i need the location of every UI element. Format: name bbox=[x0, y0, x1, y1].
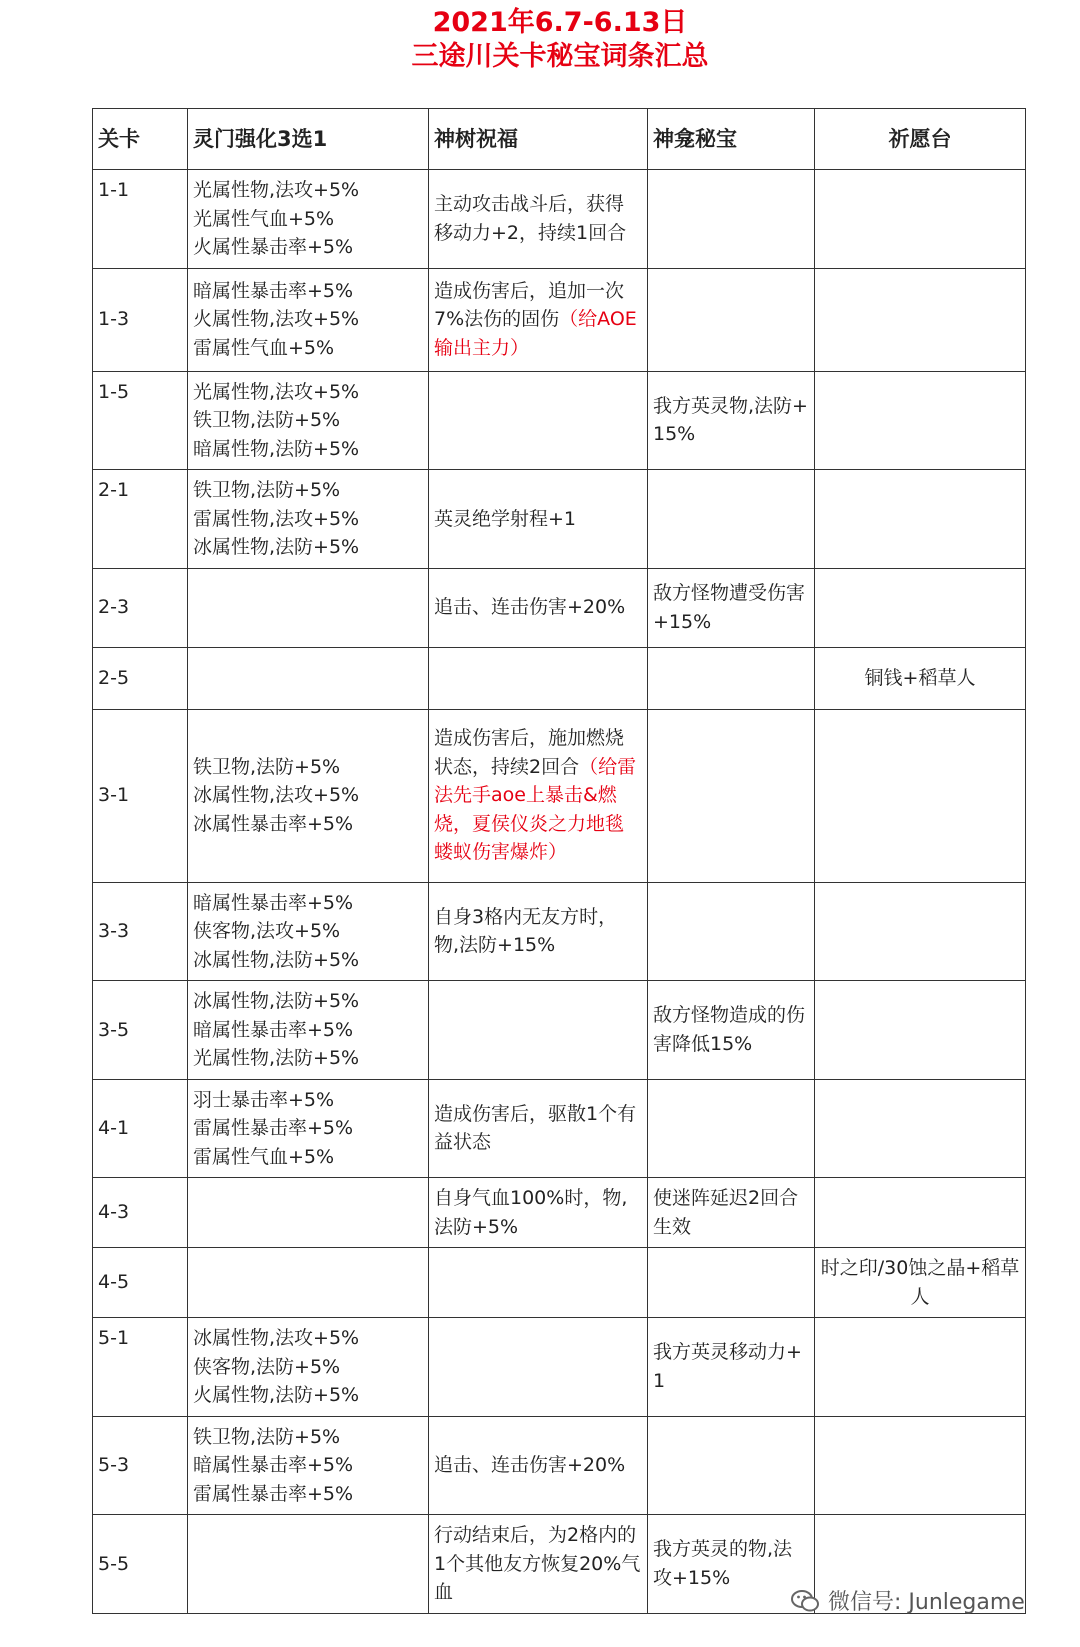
lingmen-option: 冰属性物,法防+5% bbox=[193, 990, 360, 1012]
watermark bbox=[790, 1585, 1025, 1616]
watermark-text: 微信号: Junlegame bbox=[828, 1590, 1025, 1615]
stage-cell: 5-3 bbox=[93, 1416, 188, 1515]
header-shenkan: 神龛秘宝 bbox=[648, 109, 815, 170]
qiyuan-cell bbox=[815, 981, 1026, 1080]
shenshu-cell bbox=[429, 981, 648, 1080]
shenshu-cell bbox=[429, 882, 648, 981]
qiyuan-cell bbox=[815, 170, 1026, 269]
shenkan-cell: 我方英灵的物,法攻+15% bbox=[648, 1515, 815, 1614]
lingmen-option: 暗属性暴击率+5% bbox=[193, 279, 354, 302]
stage-cell: 4-3 bbox=[93, 1178, 188, 1248]
lingmen-option: 光属性气血+5% bbox=[193, 207, 335, 230]
shenshu-cell bbox=[429, 470, 648, 569]
shenkan-cell: 我方英灵物,法防+15% bbox=[648, 371, 815, 470]
table-row bbox=[93, 268, 1026, 371]
table-row bbox=[93, 371, 1026, 470]
qiyuan-cell: 铜钱+稻草人 bbox=[815, 647, 1026, 709]
lingmen-option: 冰属性物,法防+5% bbox=[193, 948, 360, 971]
lingmen-option: 铁卫物,法防+5% bbox=[193, 409, 341, 431]
lingmen-option: 暗属性暴击率+5% bbox=[193, 891, 354, 914]
lingmen-cell bbox=[188, 1515, 429, 1614]
shenshu-text: 主动攻击战斗后，获得移动力+2，持续1回合 bbox=[434, 193, 627, 244]
lingmen-cell bbox=[188, 470, 429, 569]
stage-cell: 3-1 bbox=[93, 709, 188, 882]
shenkan-cell bbox=[648, 1248, 815, 1318]
lingmen-option: 冰属性物,法攻+5% bbox=[193, 784, 360, 807]
stage-cell: 2-5 bbox=[93, 647, 188, 709]
shenkan-cell: 我方英灵移动力+1 bbox=[648, 1318, 815, 1417]
stage-cell: 4-1 bbox=[93, 1079, 188, 1178]
lingmen-option: 光属性物,法攻+5% bbox=[193, 380, 360, 403]
shenshu-text: 英灵绝学射程+1 bbox=[434, 507, 577, 530]
shenshu-cell bbox=[429, 1178, 648, 1248]
shenshu-cell bbox=[429, 170, 648, 269]
stage-cell: 5-5 bbox=[93, 1515, 188, 1614]
lingmen-option: 冰属性物,法防+5% bbox=[193, 536, 360, 558]
title-line-2: 三途川关卡秘宝词条汇总 bbox=[411, 41, 709, 72]
table-row bbox=[93, 882, 1026, 981]
lingmen-cell bbox=[188, 981, 429, 1080]
lingmen-option: 暗属性暴击率+5% bbox=[193, 1018, 354, 1041]
lingmen-option: 侠客物,法攻+5% bbox=[193, 920, 341, 942]
qiyuan-cell bbox=[815, 470, 1026, 569]
lingmen-cell bbox=[188, 268, 429, 371]
stage-table bbox=[92, 108, 1026, 1614]
shenshu-cell bbox=[429, 1318, 648, 1417]
stage-cell: 4-5 bbox=[93, 1248, 188, 1318]
shenshu-cell bbox=[429, 371, 648, 470]
lingmen-option: 雷属性气血+5% bbox=[193, 336, 335, 359]
lingmen-option: 雷属性气血+5% bbox=[193, 1145, 335, 1168]
lingmen-option: 冰属性暴击率+5% bbox=[193, 812, 354, 835]
table-row bbox=[93, 1248, 1026, 1318]
shenshu-cell bbox=[429, 1248, 648, 1318]
stage-cell: 2-3 bbox=[93, 568, 188, 647]
page-title bbox=[0, 6, 1080, 74]
shenshu-cell bbox=[429, 268, 648, 371]
shenshu-note: （给AOE输出主力） bbox=[434, 308, 637, 359]
table-row bbox=[93, 1079, 1026, 1178]
qiyuan-cell bbox=[815, 1416, 1026, 1515]
qiyuan-cell bbox=[815, 268, 1026, 371]
shenshu-text: 自身3格内无友方时，物,法防+15% bbox=[434, 905, 618, 957]
table-row bbox=[93, 470, 1026, 569]
stage-cell: 1-3 bbox=[93, 268, 188, 371]
title-line-1: 2021年6.7-6.13日 bbox=[432, 7, 688, 38]
shenkan-cell bbox=[648, 882, 815, 981]
lingmen-cell bbox=[188, 1178, 429, 1248]
lingmen-option: 暗属性物,法防+5% bbox=[193, 437, 360, 460]
stage-cell: 5-1 bbox=[93, 1318, 188, 1417]
qiyuan-cell bbox=[815, 568, 1026, 647]
lingmen-cell bbox=[188, 1248, 429, 1318]
shenshu-text: 自身气血100%时，物,法防+5% bbox=[434, 1187, 628, 1238]
header-stage: 关卡 bbox=[93, 109, 188, 170]
lingmen-cell bbox=[188, 371, 429, 470]
shenkan-cell bbox=[648, 470, 815, 569]
shenkan-cell: 敌方怪物遭受伤害+15% bbox=[648, 568, 815, 647]
qiyuan-cell bbox=[815, 1178, 1026, 1248]
lingmen-option: 雷属性暴击率+5% bbox=[193, 1482, 354, 1505]
qiyuan-cell bbox=[815, 709, 1026, 882]
table-body bbox=[93, 170, 1026, 1614]
wechat-icon bbox=[790, 1588, 820, 1614]
qiyuan-cell bbox=[815, 1318, 1026, 1417]
shenshu-text: 造成伤害后，追加一次7%法伤的固伤 bbox=[434, 279, 625, 331]
lingmen-option: 雷属性暴击率+5% bbox=[193, 1117, 354, 1139]
stage-cell: 2-1 bbox=[93, 470, 188, 569]
table-row bbox=[93, 981, 1026, 1080]
stage-cell: 1-1 bbox=[93, 170, 188, 269]
lingmen-option: 铁卫物,法防+5% bbox=[193, 1425, 341, 1448]
table-header-row bbox=[93, 109, 1026, 170]
table-row bbox=[93, 1178, 1026, 1248]
table-row bbox=[93, 647, 1026, 709]
lingmen-cell bbox=[188, 568, 429, 647]
shenshu-cell bbox=[429, 1515, 648, 1614]
qiyuan-cell: 时之印/30蚀之晶+稻草人 bbox=[815, 1248, 1026, 1318]
lingmen-option: 羽士暴击率+5% bbox=[193, 1088, 335, 1111]
lingmen-option: 铁卫物,法防+5% bbox=[193, 755, 341, 778]
shenkan-cell: 敌方怪物造成的伤害降低15% bbox=[648, 981, 815, 1080]
lingmen-option: 火属性物,法防+5% bbox=[193, 1384, 360, 1406]
table-row bbox=[93, 568, 1026, 647]
shenshu-cell bbox=[429, 1416, 648, 1515]
header-qiyuan: 祈愿台 bbox=[815, 109, 1026, 170]
shenkan-cell bbox=[648, 647, 815, 709]
lingmen-cell bbox=[188, 1318, 429, 1417]
lingmen-cell bbox=[188, 170, 429, 269]
header-lingmen: 灵门强化3选1 bbox=[188, 109, 429, 170]
qiyuan-cell bbox=[815, 882, 1026, 981]
shenkan-cell bbox=[648, 1416, 815, 1515]
shenshu-text: 造成伤害后，施加燃烧状态，持续2回合 bbox=[434, 727, 625, 778]
lingmen-option: 火属性物,法攻+5% bbox=[193, 308, 360, 331]
lingmen-option: 暗属性暴击率+5% bbox=[193, 1454, 354, 1476]
lingmen-cell bbox=[188, 709, 429, 882]
lingmen-option: 光属性物,法防+5% bbox=[193, 1047, 360, 1069]
table-row bbox=[93, 709, 1026, 882]
shenshu-cell bbox=[429, 709, 648, 882]
stage-cell: 3-5 bbox=[93, 981, 188, 1080]
lingmen-option: 冰属性物,法攻+5% bbox=[193, 1327, 360, 1349]
qiyuan-cell bbox=[815, 371, 1026, 470]
shenkan-cell bbox=[648, 709, 815, 882]
table-row bbox=[93, 170, 1026, 269]
lingmen-option: 火属性暴击率+5% bbox=[193, 236, 354, 258]
shenkan-cell: 使迷阵延迟2回合生效 bbox=[648, 1178, 815, 1248]
qiyuan-cell bbox=[815, 1079, 1026, 1178]
lingmen-option: 光属性物,法攻+5% bbox=[193, 179, 360, 201]
stage-cell: 1-5 bbox=[93, 371, 188, 470]
shenshu-text: 造成伤害后，驱散1个有益状态 bbox=[434, 1102, 637, 1154]
shenkan-cell bbox=[648, 268, 815, 371]
lingmen-cell bbox=[188, 882, 429, 981]
lingmen-option: 侠客物,法防+5% bbox=[193, 1355, 341, 1378]
header-shenshu: 神树祝福 bbox=[429, 109, 648, 170]
shenshu-text: 追击、连击伤害+20% bbox=[434, 1454, 626, 1476]
shenkan-cell bbox=[648, 1079, 815, 1178]
shenshu-cell bbox=[429, 1079, 648, 1178]
lingmen-cell bbox=[188, 1416, 429, 1515]
lingmen-cell bbox=[188, 647, 429, 709]
shenshu-text: 追击、连击伤害+20% bbox=[434, 596, 626, 619]
shenshu-text: 行动结束后，为2格内的1个其他友方恢复20%气血 bbox=[434, 1524, 641, 1603]
stage-cell: 3-3 bbox=[93, 882, 188, 981]
table-row bbox=[93, 1416, 1026, 1515]
shenshu-cell bbox=[429, 647, 648, 709]
shenshu-cell bbox=[429, 568, 648, 647]
lingmen-option: 雷属性物,法攻+5% bbox=[193, 507, 360, 530]
lingmen-option: 铁卫物,法防+5% bbox=[193, 479, 341, 501]
table-row bbox=[93, 1318, 1026, 1417]
lingmen-cell bbox=[188, 1079, 429, 1178]
shenkan-cell bbox=[648, 170, 815, 269]
shenshu-note: （给雷法先手aoe上暴击&燃烧，夏侯仪炎之力地毯蝼蚁伤害爆炸） bbox=[434, 755, 637, 864]
